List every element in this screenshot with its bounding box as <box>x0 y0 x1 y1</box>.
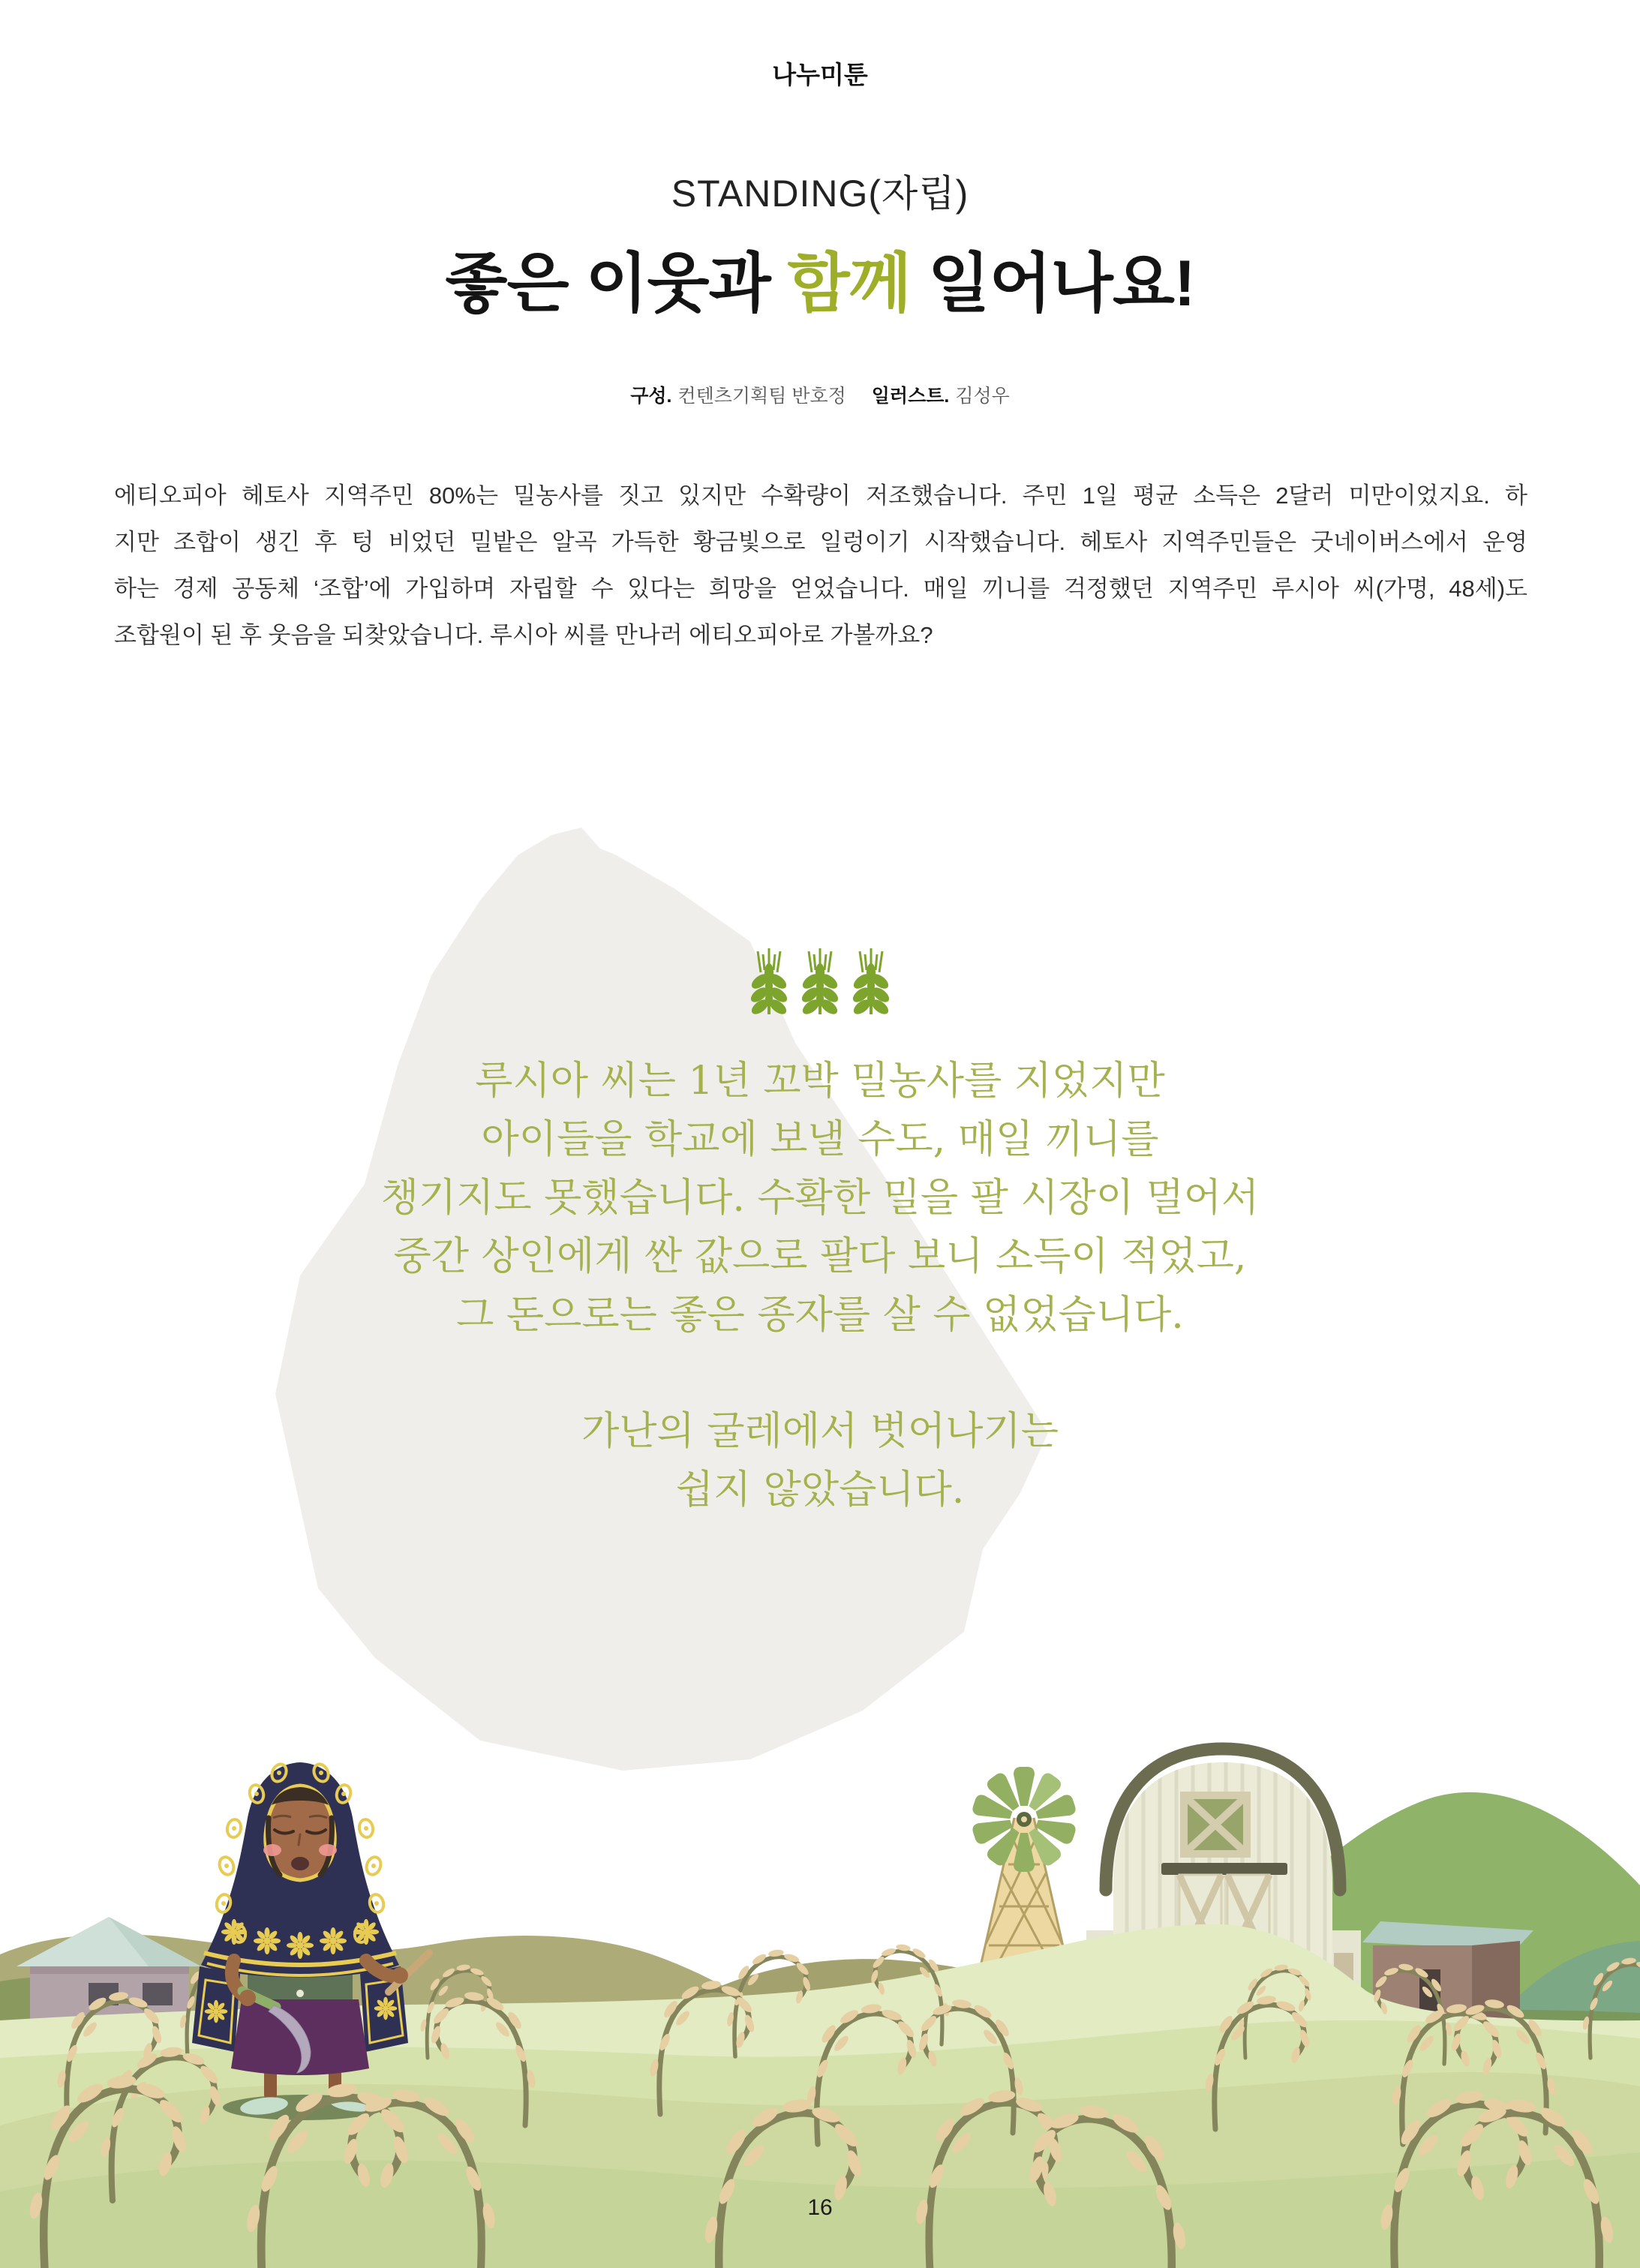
title-accent: 함께 <box>787 248 911 320</box>
title-after: 일어나요! <box>910 248 1195 320</box>
mouth <box>291 1857 309 1870</box>
byline-name-composition: 컨텐츠기획팀 반호정 <box>677 386 846 407</box>
title-before: 좋은 이웃과 <box>445 248 788 320</box>
cheek-blush <box>319 1844 337 1856</box>
page-number: 16 <box>807 2195 833 2220</box>
wheat-ear-icon <box>852 945 891 1017</box>
wheat-icons-row <box>0 945 1640 1017</box>
page-subtitle: STANDING(자립) <box>671 173 969 215</box>
quote-line: 중간 상인에게 싼 값으로 팔다 보니 소득이 적었고, <box>393 1234 1247 1279</box>
intro-line: 에티오피아 헤토사 지역주민 80%는 밀농사를 짓고 있지만 수확량이 저조했습니다. 주민 1일 평균 소득은 2달러 미만이었지요. 하 <box>114 482 1527 509</box>
byline-name-illustration: 김성우 <box>955 386 1010 407</box>
windmill-wheel <box>971 1767 1077 1872</box>
byline <box>0 381 1640 408</box>
quote-line: 루시아 씨는 1년 꼬박 밀농사를 지었지만 <box>475 1059 1165 1104</box>
quote-line: 아이들을 학교에 보낼 수도, 매일 끼니를 <box>481 1117 1159 1162</box>
byline-role-composition: 구성. <box>630 386 672 407</box>
cheek-blush <box>263 1844 281 1856</box>
quote-line: 챙기지도 못했습니다. 수확한 밀을 팔 시장이 멀어서 <box>380 1176 1260 1221</box>
quote-closing <box>0 1402 1640 1519</box>
intro-line: 조합원이 된 후 웃음을 되찾았습니다. 루시아 씨를 만나러 에티오피아로 가볼까요? <box>114 622 933 648</box>
quote-line: 쉽지 않았습니다. <box>675 1467 965 1513</box>
face <box>263 1786 337 1880</box>
byline-role-illustration: 일러스트. <box>871 386 950 407</box>
wheat-ear-icon <box>749 945 788 1017</box>
quote-line: 가난의 굴레에서 벗어나기는 <box>581 1409 1059 1454</box>
story-quote <box>0 1052 1640 1519</box>
page-title <box>0 231 1640 324</box>
windmill <box>971 1767 1077 1969</box>
intro-line: 지만 조합이 생긴 후 텅 비었던 밀밭은 알곡 가득한 황금빛으로 일렁이기 시작했습니다. 헤토사 지역주민들은 굿네이버스에서 운영 <box>114 529 1527 555</box>
farm-illustration <box>0 1705 1640 2268</box>
section-label: 나누미툰 <box>772 61 868 89</box>
quote-line: 그 돈으로는 좋은 종자를 살 수 없었습니다. <box>456 1293 1184 1338</box>
intro-line: 하는 경제 공동체 ‘조합’에 가입하며 자립할 수 있다는 희망을 얻었습니다. 매일 끼니를 걱정했던 지역주민 루시아 씨(가명, 48세)도 <box>114 575 1527 602</box>
wheat-ear-icon <box>800 945 840 1017</box>
intro-paragraph <box>114 473 1527 659</box>
